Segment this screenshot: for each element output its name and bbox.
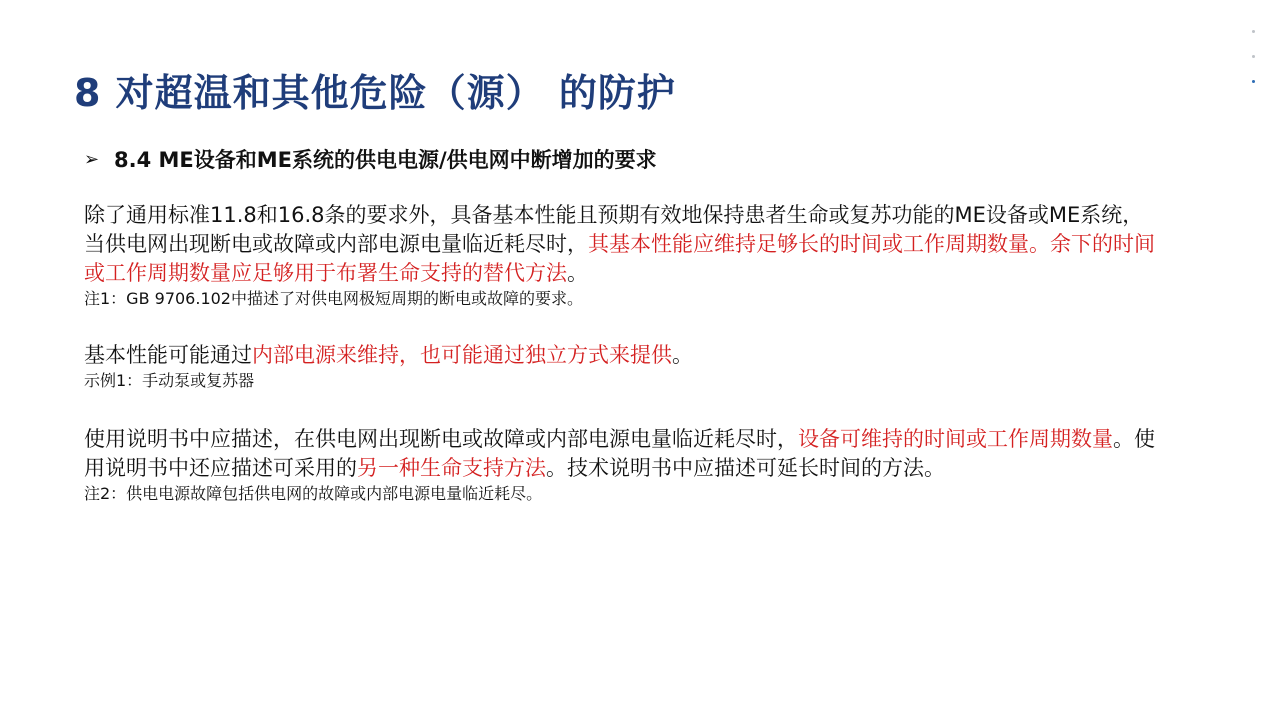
requirement-block-2 — [84, 341, 1164, 392]
note-2: 注2：供电电源故障包括供电网的故障或内部电源电量临近耗尽。 — [84, 484, 543, 503]
paragraph-2 — [84, 341, 1164, 370]
note-1: 注1：GB 9706.102中描述了对供电网极短周期的断电或故障的要求。 — [84, 289, 583, 308]
paragraph-3-text-1: 使用说明书中应描述，在供电网出现断电或故障或内部电源电量临近耗尽时， — [84, 427, 798, 451]
example-1: 示例1：手动泵或复苏器 — [84, 371, 255, 390]
section-heading — [84, 144, 657, 174]
arrow-bullet-icon: ➢ — [84, 148, 100, 170]
paragraph-1-text: 除了通用标准11.8和16.8条的要求外，具备基本性能且预期有效地保持患者生命或复苏功能的ME设备或ME系统，当供电网出现断电或故障或内部电源电量临近耗尽时， — [84, 203, 1144, 256]
requirement-block-3 — [84, 425, 1164, 505]
paragraph-1-end: 。 — [567, 261, 588, 285]
paragraph-1-highlight: 其基本性能应维持足够长的时间或工作周期数量。余下的时间或工作周期数量应足够用于布署生命支持的替代方法 — [84, 232, 1155, 285]
paragraph-3-text-3: 。技术说明书中应描述可延长时间的方法。 — [546, 456, 945, 480]
paragraph-3-highlight-2: 另一种生命支持方法 — [357, 456, 546, 480]
paragraph-2-end: 。 — [672, 343, 693, 367]
requirement-block-1 — [84, 201, 1164, 310]
paragraph-3 — [84, 425, 1164, 483]
paragraph-2-highlight: 内部电源来维持，也可能通过独立方式来提供 — [252, 343, 672, 367]
paragraph-2-text: 基本性能可能通过 — [84, 343, 252, 367]
paragraph-3-highlight-1: 设备可维持的时间或工作周期数量 — [798, 427, 1113, 451]
decor-dot — [1252, 55, 1255, 58]
decor-dot — [1252, 30, 1255, 33]
decor-dot — [1252, 80, 1255, 83]
paragraph-1 — [84, 201, 1164, 288]
slide-title: 8 对超温和其他危险（源） 的防护 — [74, 71, 676, 115]
section-heading-text: 8.4 ME设备和ME系统的供电电源/供电网中断增加的要求 — [114, 148, 657, 172]
paragraph-3-text-2: 。使用说明书中还应描述可采用的 — [84, 427, 1155, 480]
corner-decoration — [1252, 30, 1258, 105]
